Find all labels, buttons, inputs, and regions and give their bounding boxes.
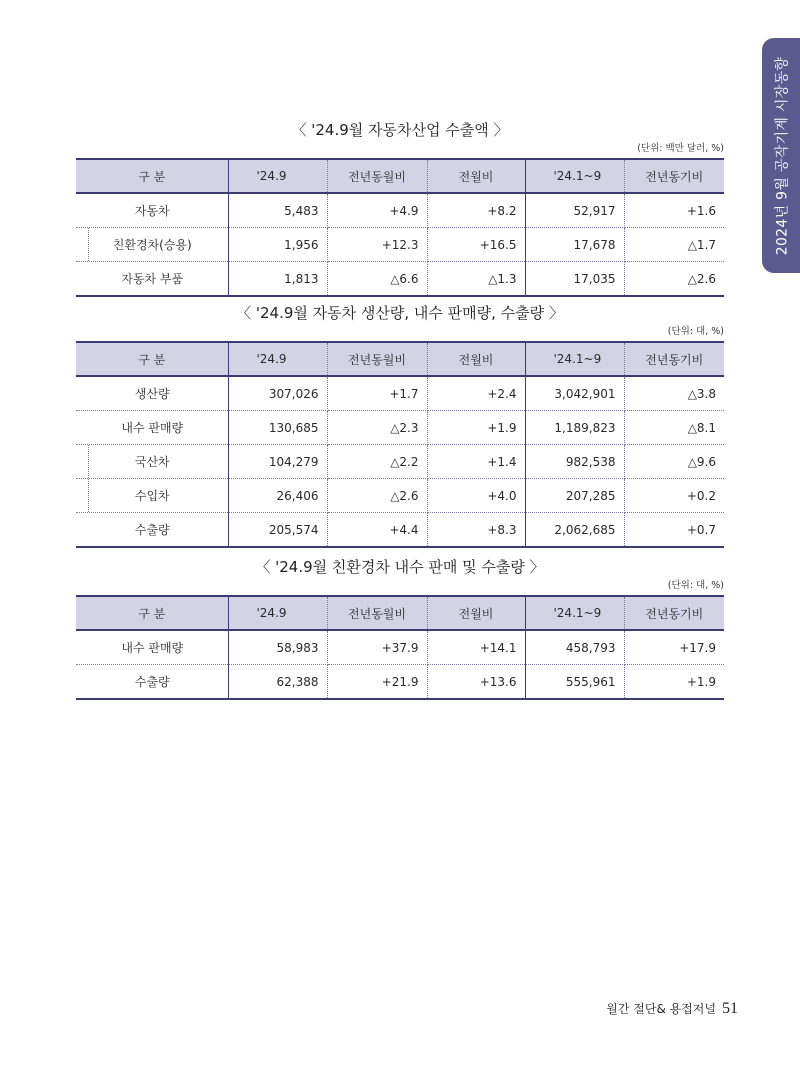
eco-vehicle-table-block — [76, 556, 724, 700]
header-yoy-month: 전년동월비 — [327, 159, 427, 193]
cell-value: △6.6 — [327, 262, 427, 297]
cell-value: +0.2 — [624, 479, 724, 513]
table-title: 〈 '24.9월 친환경차 내수 판매 및 수출량 〉 — [255, 558, 545, 576]
cell-value: +17.9 — [624, 630, 724, 665]
cell-value: +4.9 — [327, 193, 427, 228]
cell-value: 17,035 — [525, 262, 624, 297]
header-month: '24.9 — [228, 596, 327, 630]
cell-value: 104,279 — [228, 445, 327, 479]
table-row — [76, 479, 724, 513]
export-value-table-block — [76, 119, 724, 297]
cell-value: 207,285 — [525, 479, 624, 513]
header-category: 구 분 — [76, 596, 228, 630]
cell-value: △9.6 — [624, 445, 724, 479]
cell-value: 58,983 — [228, 630, 327, 665]
cell-value: △2.3 — [327, 411, 427, 445]
cell-value: 2,062,685 — [525, 513, 624, 548]
cell-value: △8.1 — [624, 411, 724, 445]
header-mom: 전월비 — [427, 159, 525, 193]
cell-value: +8.3 — [427, 513, 525, 548]
cell-value: 17,678 — [525, 228, 624, 262]
header-category: 구 분 — [76, 159, 228, 193]
cell-value: +13.6 — [427, 665, 525, 700]
header-category: 구 분 — [76, 342, 228, 376]
page-footer — [606, 1000, 738, 1018]
cell-value: △2.6 — [624, 262, 724, 297]
cell-value: +1.4 — [427, 445, 525, 479]
table-title: 〈 '24.9월 자동차 생산량, 내수 판매량, 수출량 〉 — [236, 304, 564, 322]
header-yoy-month: 전년동월비 — [327, 342, 427, 376]
row-label: 국산차 — [76, 445, 228, 479]
row-label: 친환경차(승용) — [76, 228, 228, 262]
cell-value: △1.3 — [427, 262, 525, 297]
cell-value: +1.6 — [624, 193, 724, 228]
table-row — [76, 665, 724, 700]
cell-value: +16.5 — [427, 228, 525, 262]
cell-value: 1,813 — [228, 262, 327, 297]
cell-value: 555,961 — [525, 665, 624, 700]
header-ytd: '24.1~9 — [525, 342, 624, 376]
row-label: 자동차 부품 — [76, 262, 228, 297]
cell-value: 458,793 — [525, 630, 624, 665]
cell-value: 130,685 — [228, 411, 327, 445]
cell-value: +0.7 — [624, 513, 724, 548]
header-yoy-month: 전년동월비 — [327, 596, 427, 630]
journal-name: 월간 절단& 용접저널 — [606, 1002, 716, 1016]
cell-value: +14.1 — [427, 630, 525, 665]
table-row — [76, 228, 724, 262]
production-sales-table — [76, 341, 724, 548]
cell-value: +2.4 — [427, 376, 525, 411]
production-sales-table-block — [76, 302, 724, 548]
unit-note: (단위: 백만 달러, %) — [637, 143, 724, 154]
cell-value: +37.9 — [327, 630, 427, 665]
cell-value: +1.9 — [624, 665, 724, 700]
cell-value: 26,406 — [228, 479, 327, 513]
table-row — [76, 376, 724, 411]
cell-value: 982,538 — [525, 445, 624, 479]
cell-value: +4.0 — [427, 479, 525, 513]
cell-value: +1.7 — [327, 376, 427, 411]
cell-value: +8.2 — [427, 193, 525, 228]
table-row — [76, 630, 724, 665]
header-month: '24.9 — [228, 342, 327, 376]
cell-value: +4.4 — [327, 513, 427, 548]
section-side-tab-label: 2024년 9월 공작기계 시장동향 — [774, 56, 790, 255]
cell-value: 307,026 — [228, 376, 327, 411]
export-value-table — [76, 158, 724, 297]
cell-value: +12.3 — [327, 228, 427, 262]
cell-value: 5,483 — [228, 193, 327, 228]
cell-value: +21.9 — [327, 665, 427, 700]
row-label: 수입차 — [76, 479, 228, 513]
cell-value: △3.8 — [624, 376, 724, 411]
row-label: 생산량 — [76, 376, 228, 411]
row-label: 수출량 — [76, 665, 228, 700]
table-header-row — [76, 596, 724, 630]
cell-value: 3,042,901 — [525, 376, 624, 411]
table-row — [76, 513, 724, 548]
eco-vehicle-table — [76, 595, 724, 700]
page-number: 51 — [722, 1000, 738, 1017]
cell-value: △2.2 — [327, 445, 427, 479]
header-yoy-ytd: 전년동기비 — [624, 342, 724, 376]
unit-note: (단위: 대, %) — [667, 326, 724, 337]
table-title: 〈 '24.9월 자동차산업 수출액 〉 — [291, 121, 509, 139]
cell-value: +1.9 — [427, 411, 525, 445]
table-row — [76, 445, 724, 479]
cell-value: 205,574 — [228, 513, 327, 548]
unit-note: (단위: 대, %) — [667, 580, 724, 591]
table-row — [76, 262, 724, 297]
cell-value: 1,189,823 — [525, 411, 624, 445]
header-yoy-ytd: 전년동기비 — [624, 596, 724, 630]
table-row — [76, 411, 724, 445]
row-label: 자동차 — [76, 193, 228, 228]
cell-value: 62,388 — [228, 665, 327, 700]
header-mom: 전월비 — [427, 342, 525, 376]
table-header-row — [76, 159, 724, 193]
table-header-row — [76, 342, 724, 376]
header-yoy-ytd: 전년동기비 — [624, 159, 724, 193]
header-ytd: '24.1~9 — [525, 159, 624, 193]
cell-value: 1,956 — [228, 228, 327, 262]
header-mom: 전월비 — [427, 596, 525, 630]
row-label: 수출량 — [76, 513, 228, 548]
cell-value: △2.6 — [327, 479, 427, 513]
section-side-tab — [762, 38, 800, 273]
header-ytd: '24.1~9 — [525, 596, 624, 630]
row-label: 내수 판매량 — [76, 411, 228, 445]
cell-value: △1.7 — [624, 228, 724, 262]
row-label: 내수 판매량 — [76, 630, 228, 665]
header-month: '24.9 — [228, 159, 327, 193]
table-row — [76, 193, 724, 228]
cell-value: 52,917 — [525, 193, 624, 228]
